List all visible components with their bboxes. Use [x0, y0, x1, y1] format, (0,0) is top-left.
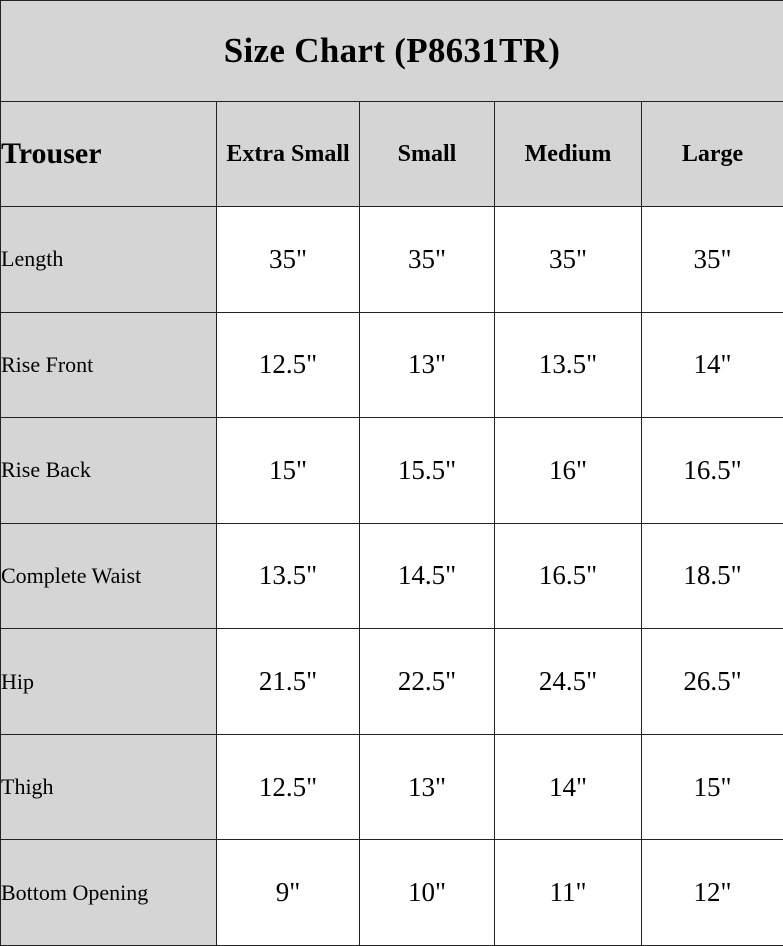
cell-bottom-opening-medium: 11" [495, 840, 642, 946]
row-label-rise-back: Rise Back [1, 418, 217, 524]
title-row [1, 1, 783, 102]
cell-rise-front-medium: 13.5" [495, 312, 642, 418]
row-label-complete-waist: Complete Waist [1, 523, 217, 629]
cell-bottom-opening-extra-small: 9" [217, 840, 360, 946]
table-row [1, 418, 783, 524]
cell-bottom-opening-large: 12" [642, 840, 783, 946]
cell-thigh-medium: 14" [495, 734, 642, 840]
cell-rise-back-small: 15.5" [360, 418, 495, 524]
table-row [1, 629, 783, 735]
cell-thigh-small: 13" [360, 734, 495, 840]
cell-thigh-extra-small: 12.5" [217, 734, 360, 840]
size-chart-body [1, 1, 783, 946]
column-header-small: Small [360, 102, 495, 207]
cell-hip-medium: 24.5" [495, 629, 642, 735]
row-label-rise-front: Rise Front [1, 312, 217, 418]
row-label-bottom-opening: Bottom Opening [1, 840, 217, 946]
cell-hip-large: 26.5" [642, 629, 783, 735]
cell-complete-waist-small: 14.5" [360, 523, 495, 629]
table-row [1, 734, 783, 840]
cell-thigh-large: 15" [642, 734, 783, 840]
cell-bottom-opening-small: 10" [360, 840, 495, 946]
header-row [1, 102, 783, 207]
cell-complete-waist-extra-small: 13.5" [217, 523, 360, 629]
cell-rise-front-large: 14" [642, 312, 783, 418]
cell-complete-waist-medium: 16.5" [495, 523, 642, 629]
column-header-large: Large [642, 102, 783, 207]
cell-length-medium: 35" [495, 207, 642, 313]
page-title: Size Chart (P8631TR) [1, 1, 783, 102]
table-row [1, 312, 783, 418]
cell-complete-waist-large: 18.5" [642, 523, 783, 629]
cell-rise-front-extra-small: 12.5" [217, 312, 360, 418]
cell-length-small: 35" [360, 207, 495, 313]
cell-hip-small: 22.5" [360, 629, 495, 735]
column-header-extra-small: Extra Small [217, 102, 360, 207]
cell-hip-extra-small: 21.5" [217, 629, 360, 735]
cell-rise-back-extra-small: 15" [217, 418, 360, 524]
row-label-thigh: Thigh [1, 734, 217, 840]
table-row [1, 523, 783, 629]
cell-length-large: 35" [642, 207, 783, 313]
cell-length-extra-small: 35" [217, 207, 360, 313]
cell-rise-front-small: 13" [360, 312, 495, 418]
table-row [1, 840, 783, 946]
table-corner-label: Trouser [1, 102, 217, 207]
cell-rise-back-medium: 16" [495, 418, 642, 524]
table-row [1, 207, 783, 313]
column-header-medium: Medium [495, 102, 642, 207]
cell-rise-back-large: 16.5" [642, 418, 783, 524]
row-label-length: Length [1, 207, 217, 313]
row-label-hip: Hip [1, 629, 217, 735]
